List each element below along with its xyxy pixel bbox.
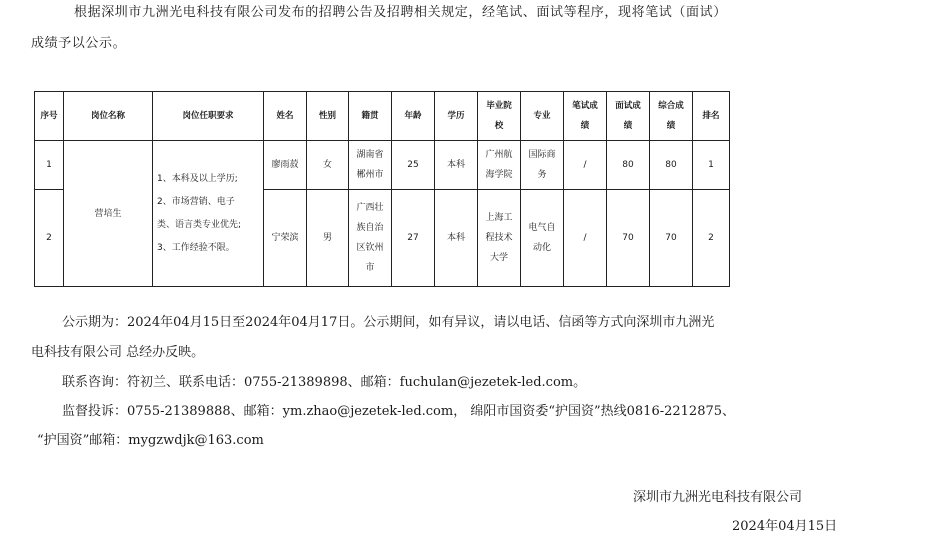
complaint-email: “护国资”邮箱：mygzwdjk@163.com	[37, 433, 264, 448]
cell-name: 廖雨菽	[264, 141, 307, 190]
complaint-info: 监督投诉：0755-21389888、邮箱：ym.zhao@jezetek-led.com， 绵阳市国资委“护国资”热线0816-2212875、	[62, 404, 736, 419]
cell-gender: 男	[307, 190, 349, 287]
cell-origin: 湖南省 郴州市	[349, 141, 392, 190]
header-age: 年龄	[392, 92, 435, 141]
header-origin: 籍贯	[349, 92, 392, 141]
header-name: 姓名	[264, 92, 307, 141]
cell-rank: 2	[693, 190, 730, 287]
notice-period: 公示期为：2024年04月15日至2024年04月17日。公示期间，如有异议，请以电话、信函等方式向深圳市九洲光	[62, 315, 715, 330]
cell-age: 25	[392, 141, 435, 190]
header-interview: 面试成 绩	[607, 92, 650, 141]
cell-age: 27	[392, 190, 435, 287]
cell-total: 70	[650, 190, 693, 287]
cell-interview: 80	[607, 141, 650, 190]
header-written: 笔试成 绩	[564, 92, 607, 141]
cell-rank: 1	[693, 141, 730, 190]
cell-name: 宁荣滨	[264, 190, 307, 287]
header-position: 岗位名称	[64, 92, 153, 141]
signature-date: 2024年04月15日	[732, 519, 838, 534]
cell-seq: 2	[35, 190, 64, 287]
header-major: 专业	[521, 92, 564, 141]
cell-seq: 1	[35, 141, 64, 190]
cell-written: /	[564, 190, 607, 287]
signature-company: 深圳市九洲光电科技有限公司	[633, 490, 803, 505]
cell-gender: 女	[307, 141, 349, 190]
cell-major: 电气自 动化	[521, 190, 564, 287]
notice-period-cont: 电科技有限公司 总经办反映。	[31, 345, 205, 360]
cell-position: 营培生	[64, 141, 153, 287]
cell-requirements: 1、本科及以上学历; 2、市场营销、电子 类、语言类专业优先; 3、工作经验不限。	[153, 141, 264, 287]
header-gender: 性别	[307, 92, 349, 141]
intro-line-1: 根据深圳市九洲光电科技有限公司发布的招聘公告及招聘相关规定，经笔试、面试等程序，现将笔试（面试）	[74, 5, 727, 20]
cell-interview: 70	[607, 190, 650, 287]
header-seq: 序号	[35, 92, 64, 141]
contact-info: 联系咨询：符初兰、联系电话：0755-21389898、邮箱：fuchulan@jezetek-led.com。	[62, 375, 587, 390]
header-school: 毕业院 校	[478, 92, 521, 141]
intro-line-2: 成绩予以公示。	[31, 36, 127, 51]
header-total: 综合成 绩	[650, 92, 693, 141]
cell-origin: 广西壮 族自治 区钦州 市	[349, 190, 392, 287]
cell-education: 本科	[435, 190, 478, 287]
cell-education: 本科	[435, 141, 478, 190]
cell-total: 80	[650, 141, 693, 190]
cell-school: 上海工 程技术 大学	[478, 190, 521, 287]
header-rank: 排名	[693, 92, 730, 141]
cell-written: /	[564, 141, 607, 190]
cell-school: 广州航 海学院	[478, 141, 521, 190]
table-row	[35, 141, 730, 190]
header-education: 学历	[435, 92, 478, 141]
cell-major: 国际商 务	[521, 141, 564, 190]
header-requirements: 岗位任职要求	[153, 92, 264, 141]
results-table	[34, 91, 730, 287]
table-header-row	[35, 92, 730, 141]
